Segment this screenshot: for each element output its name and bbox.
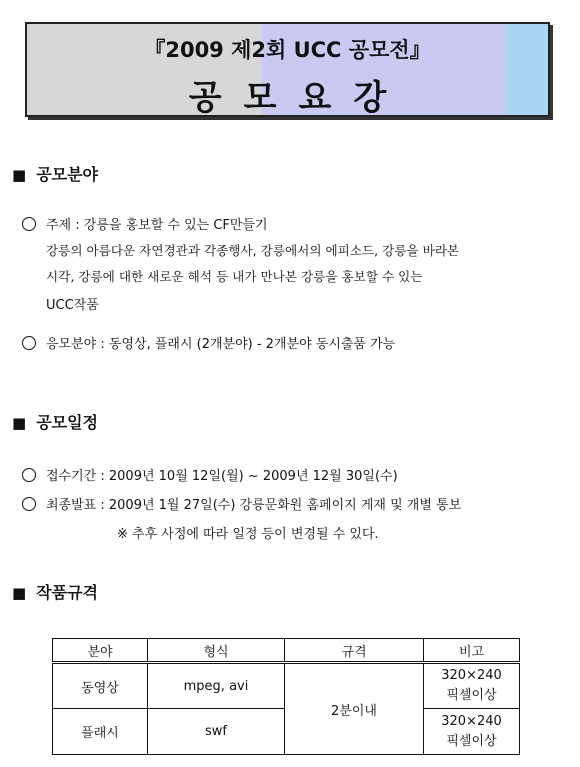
section-heading-label: 공모일정	[36, 413, 99, 432]
note-line: 픽셀이상	[446, 733, 497, 749]
column-header: 형식	[148, 639, 285, 663]
table-header-row	[53, 639, 520, 663]
announcement-text: 2009년 1월 27일(수) 강릉문화원 홈페이지 게재 및 개별 통보	[108, 498, 462, 513]
section-heading-label: 작품규격	[36, 583, 99, 602]
entry-field-label: 응모분야 :	[46, 337, 105, 352]
note-line: 320×240	[441, 668, 502, 683]
section-heading-specs	[12, 580, 98, 603]
topic-label: 주제 :	[46, 218, 80, 233]
section-heading-schedule	[12, 410, 98, 433]
circle-bullet-icon	[22, 217, 36, 231]
table-row	[53, 663, 520, 709]
column-header: 분야	[53, 639, 148, 663]
entry-field-text: 동영상, 플래시 (2개분야) - 2개분야 동시출품 가능	[108, 337, 396, 352]
page-title: 공모요강	[188, 78, 409, 118]
circle-bullet-icon	[22, 336, 36, 350]
receipt-period-label: 접수기간 :	[46, 469, 105, 484]
field-cell: 동영상	[53, 663, 148, 709]
announcement-line	[22, 494, 461, 513]
description-line-2: 시각, 강릉에 대한 새로운 해석 등 내가 만나본 강릉을 홍보할 수 있는	[46, 269, 423, 284]
topic-line	[22, 214, 268, 233]
format-cell: swf	[148, 709, 285, 755]
circle-bullet-icon	[22, 468, 36, 482]
description-line-3: UCC작품	[46, 298, 99, 313]
circle-bullet-icon	[22, 497, 36, 511]
note-cell	[424, 663, 520, 709]
receipt-period-text: 2009년 10월 12일(월) ~ 2009년 12월 30일(수)	[108, 469, 398, 484]
receipt-period-line	[22, 465, 398, 484]
description-line-1: 강릉의 아름다운 자연경관과 각종행사, 강릉에서의 에피소드, 강릉을 바라본	[46, 243, 460, 258]
spec-table	[52, 638, 520, 755]
square-bullet-icon: ■	[12, 584, 27, 602]
title-banner	[25, 22, 550, 117]
topic-text: 강릉을 홍보할 수 있는 CF만들기	[83, 218, 268, 233]
square-bullet-icon: ■	[12, 414, 27, 432]
field-cell: 플래시	[53, 709, 148, 755]
section-heading-label: 공모분야	[36, 165, 99, 184]
note-line: 픽셀이상	[446, 688, 497, 703]
schedule-note: ※ 추후 사정에 따라 일정 등이 변경될 수 있다.	[117, 527, 379, 542]
column-header: 비고	[424, 639, 520, 663]
section-heading-category	[12, 162, 98, 185]
format-cell: mpeg, avi	[148, 663, 285, 709]
square-bullet-icon: ■	[12, 166, 27, 184]
event-title: 『2009 제2회 UCC 공모전』	[144, 38, 431, 62]
entry-field-line	[22, 333, 395, 352]
note-line: 320×240	[441, 713, 502, 729]
announcement-label: 최종발표 :	[46, 498, 105, 513]
note-cell	[424, 709, 520, 755]
column-header: 규격	[285, 639, 424, 663]
spec-cell: 2분이내	[285, 663, 424, 755]
